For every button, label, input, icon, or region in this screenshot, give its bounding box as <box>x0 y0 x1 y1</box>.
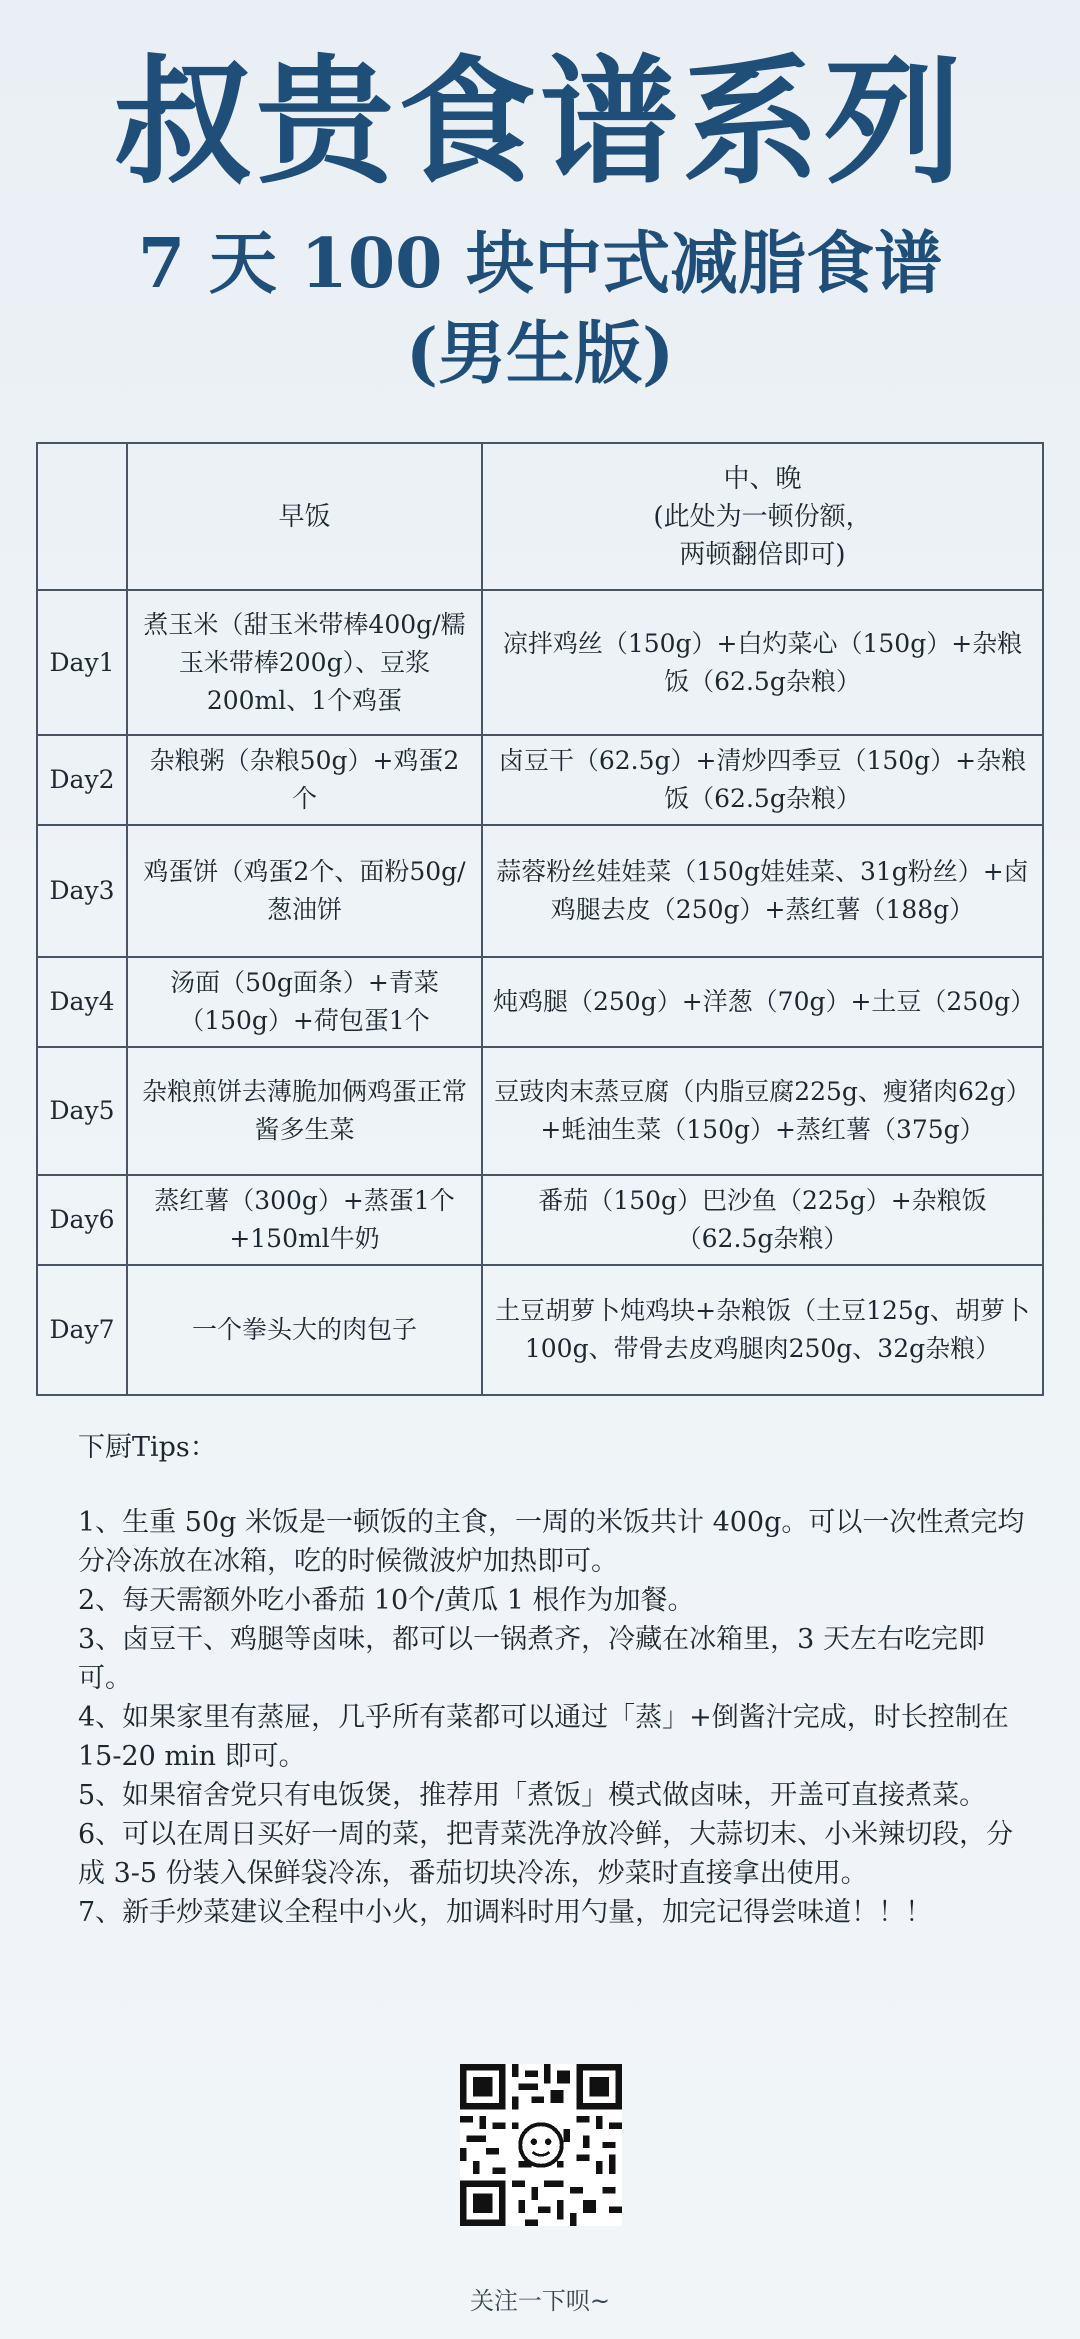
table-row <box>37 1175 1043 1265</box>
page-title: 叔贵食谱系列 <box>113 42 966 203</box>
table-row <box>37 1265 1043 1395</box>
main-meal-cell: 炖鸡腿（250g）+洋葱（70g）+土豆（250g） <box>482 957 1043 1047</box>
qr-code <box>460 2064 622 2226</box>
day-cell: Day5 <box>37 1047 127 1175</box>
tip-item: 2、每天需额外吃小番茄 10个/黄瓜 1 根作为加餐。 <box>78 1585 695 1616</box>
main-meal-cell: 凉拌鸡丝（150g）+白灼菜心（150g）+杂粮饭（62.5g杂粮） <box>482 590 1043 735</box>
breakfast-cell: 蒸红薯（300g）+蒸蛋1个+150ml牛奶 <box>127 1175 482 1265</box>
header-lunch-dinner-line1: 中、晚 <box>723 463 802 494</box>
breakfast-cell: 汤面（50g面条）+青菜（150g）+荷包蛋1个 <box>127 957 482 1047</box>
meal-plan-table <box>36 442 1044 1396</box>
cooking-tips <box>78 1428 1028 1932</box>
main-meal-cell: 蒜蓉粉丝娃娃菜（150g娃娃菜、31g粉丝）+卤鸡腿去皮（250g）+蒸红薯（188g） <box>482 825 1043 957</box>
follow-caption: 关注一下呗~ <box>469 2287 611 2315</box>
tip-item: 6、可以在周日买好一周的菜，把青菜洗净放冷鲜，大蒜切末、小米辣切段，分成 3-5 份装入保鲜袋冷冻，番茄切块冷冻，炒菜时直接拿出使用。 <box>78 1819 1014 1889</box>
tip-item: 3、卤豆干、鸡腿等卤味，都可以一锅煮齐，冷藏在冰箱里，3 天左右吃完即可。 <box>78 1624 985 1694</box>
day-cell: Day7 <box>37 1265 127 1395</box>
page-subtitle: 7 天 100 块中式减脂食谱 <box>137 224 943 304</box>
header-breakfast: 早饭 <box>127 443 482 590</box>
breakfast-cell: 煮玉米（甜玉米带棒400g/糯玉米带棒200g）、豆浆 200ml、1个鸡蛋 <box>127 590 482 735</box>
main-meal-cell: 豆豉肉末蒸豆腐（内脂豆腐225g、瘦猪肉62g）+蚝油生菜（150g）+蒸红薯（375g） <box>482 1047 1043 1175</box>
tip-item: 7、新手炒菜建议全程中小火，加调料时用勺量，加完记得尝味道！！！ <box>78 1897 933 1928</box>
table-header-row <box>37 443 1043 590</box>
table-row <box>37 735 1043 825</box>
breakfast-cell: 杂粮粥（杂粮50g）+鸡蛋2个 <box>127 735 482 825</box>
breakfast-cell: 一个拳头大的肉包子 <box>127 1265 482 1395</box>
header-lunch-dinner-line2: (此处为一顿份额， <box>653 501 872 532</box>
header-lunch-dinner <box>482 443 1043 590</box>
tips-heading: 下厨Tips： <box>78 1432 217 1463</box>
table-row <box>37 590 1043 735</box>
day-cell: Day3 <box>37 825 127 957</box>
day-cell: Day6 <box>37 1175 127 1265</box>
main-meal-cell: 番茄（150g）巴沙鱼（225g）+杂粮饭（62.5g杂粮） <box>482 1175 1043 1265</box>
table-row <box>37 825 1043 957</box>
edition-label: (男生版) <box>405 314 675 394</box>
header-day-cell <box>37 443 127 590</box>
tip-item: 5、如果宿舍党只有电饭煲，推荐用「煮饭」模式做卤味，开盖可直接煮菜。 <box>78 1780 987 1811</box>
day-cell: Day4 <box>37 957 127 1047</box>
breakfast-cell: 杂粮煎饼去薄脆加俩鸡蛋正常酱多生菜 <box>127 1047 482 1175</box>
table-row <box>37 957 1043 1047</box>
table-row <box>37 1047 1043 1175</box>
breakfast-cell: 鸡蛋饼（鸡蛋2个、面粉50g/葱油饼 <box>127 825 482 957</box>
day-cell: Day1 <box>37 590 127 735</box>
day-cell: Day2 <box>37 735 127 825</box>
header-lunch-dinner-line3: 两顿翻倍即可) <box>679 539 846 570</box>
qr-code-icon <box>460 2064 622 2226</box>
main-meal-cell: 卤豆干（62.5g）+清炒四季豆（150g）+杂粮饭（62.5g杂粮） <box>482 735 1043 825</box>
main-meal-cell: 土豆胡萝卜炖鸡块+杂粮饭（土豆125g、胡萝卜100g、带骨去皮鸡腿肉250g、32g杂粮） <box>482 1265 1043 1395</box>
tip-item: 1、生重 50g 米饭是一顿饭的主食，一周的米饭共计 400g。可以一次性煮完均分冷冻放在冰箱，吃的时候微波炉加热即可。 <box>78 1507 1025 1577</box>
tip-item: 4、如果家里有蒸屉，几乎所有菜都可以通过「蒸」+倒酱汁完成，时长控制在 15-20 min 即可。 <box>78 1702 1009 1772</box>
